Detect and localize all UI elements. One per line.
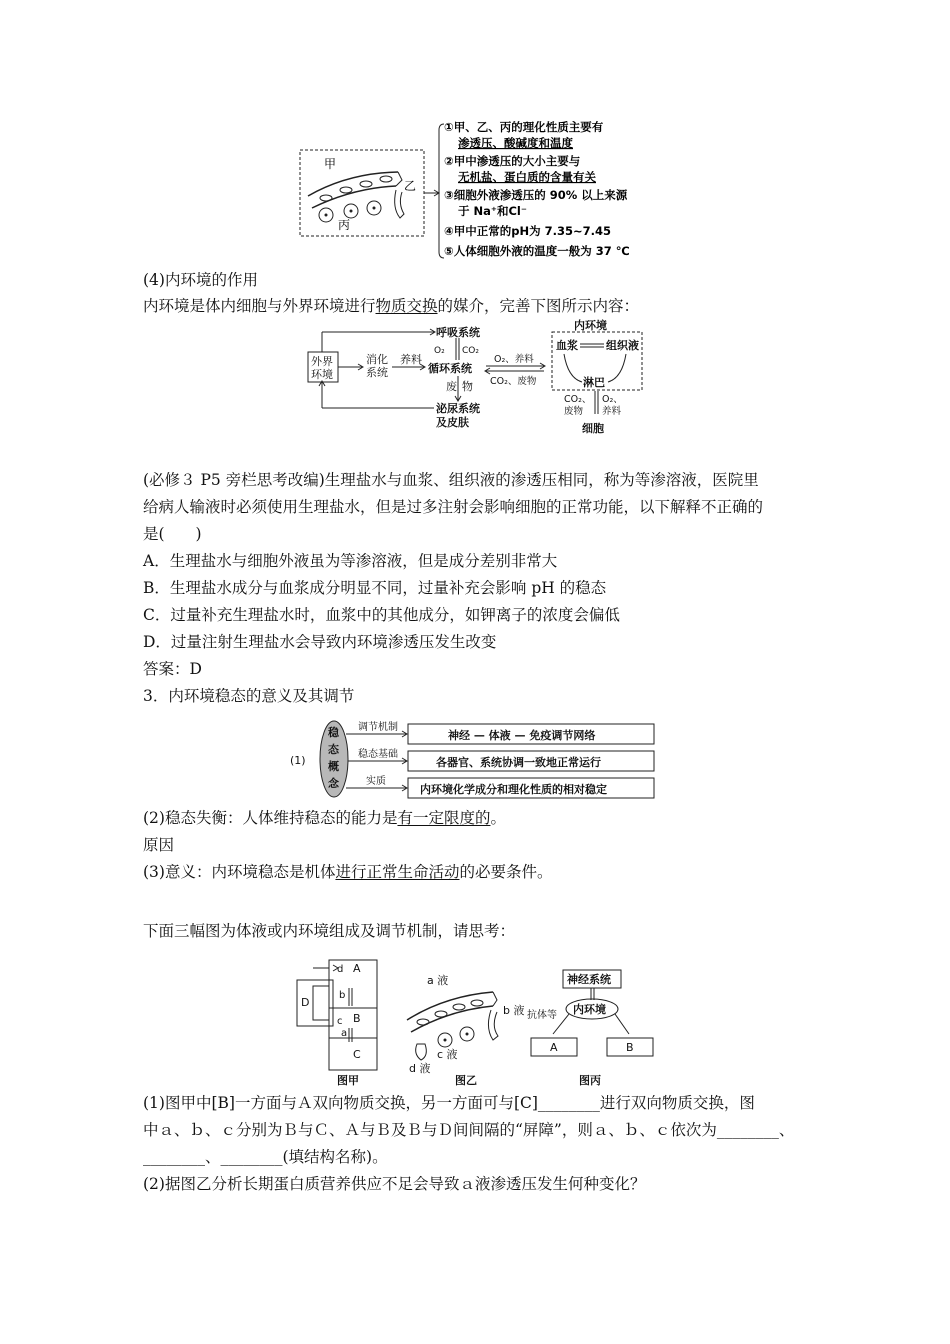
co2-waste: CO₂、废物: [490, 376, 537, 387]
antibody-label: 抗体等: [527, 1010, 557, 1021]
nutr-cell: 养料: [602, 406, 622, 417]
option-d: D．过量注射生理盐水会导致内环境渗透压发生改变: [143, 633, 497, 651]
label-essence: 实质: [366, 776, 386, 787]
nutrients: 养料: [400, 353, 422, 366]
box-a: A: [550, 1041, 558, 1054]
q2: (2)据图乙分析长期蛋白质营养供应不足会导致ａ液渗透压发生何种变化？: [143, 1175, 646, 1193]
co2-cell: CO₂、: [564, 394, 592, 405]
a-liquid: a 液: [427, 974, 449, 987]
b-liquid: b 液: [503, 1004, 525, 1017]
q1-line-1: (1)图甲中[B]一方面与Ａ双向物质交换，另一方面可与[C]________进行双向物质交换，图: [143, 1094, 755, 1112]
point-1a: ①甲、乙、丙的理化性质主要有: [444, 120, 604, 134]
cause: 原因: [143, 836, 175, 854]
figure-material-exchange: [306, 318, 646, 438]
diagram-yi: [407, 973, 524, 1087]
q1-line-2: 中ａ、ｂ、ｃ分别为Ｂ与Ｃ、Ａ与Ｂ及Ｂ与Ｄ间间隔的“屏障”，则ａ、ｂ、ｃ依次为________、: [143, 1121, 795, 1139]
plasma: 血浆: [556, 339, 578, 352]
point-3b: 于 Na⁺和Cl⁻: [458, 204, 527, 218]
box-b: B: [626, 1041, 634, 1054]
digest-2: 系统: [366, 366, 388, 379]
section4-title: (4)内环境的作用: [143, 271, 258, 289]
respiratory-system: 呼吸系统: [436, 326, 480, 339]
section3-title: 3．内环境稳态的意义及其调节: [143, 687, 355, 705]
label-basis: 稳态基础: [358, 749, 398, 760]
urinary-1: 泌尿系统: [436, 402, 480, 415]
box-mechanism: 神经 — 体液 — 免疫调节网络: [448, 729, 596, 742]
point-1b: 渗透压、酸碱度和温度: [458, 136, 573, 150]
nervous-system: 神经系统: [567, 973, 611, 986]
oval-char-2: 态: [328, 743, 339, 756]
oval-char-3: 概: [328, 760, 339, 773]
label-jia: 甲: [324, 157, 337, 171]
label-B: B: [353, 1012, 361, 1025]
label-d: d: [337, 964, 344, 975]
answer: 答案：D: [143, 660, 202, 678]
caption-jia: 图甲: [337, 1074, 359, 1087]
oval-char-4: 念: [328, 777, 339, 790]
oval-char-1: 稳: [328, 726, 339, 739]
label-D: D: [301, 996, 310, 1009]
o2-cell: O₂、: [602, 394, 623, 405]
waste-cell: 废物: [564, 406, 584, 417]
figure-internal-environment-properties: [298, 118, 658, 262]
circulatory-system: 循环系统: [428, 362, 472, 375]
cell-label: 细胞: [582, 422, 604, 435]
think-intro: 下面三幅图为体液或内环境组成及调节机制，请思考：: [143, 922, 516, 940]
label-c: c: [337, 1016, 343, 1027]
diagram-bing: [527, 970, 653, 1087]
outer-env-1: 外界: [311, 355, 333, 368]
point-5a: ⑤人体细胞外液的温度一般为 37 ℃: [444, 244, 630, 258]
waste-2: 物: [462, 380, 473, 393]
question-line-3: 是( ): [143, 525, 202, 543]
q1-line-3: ________、________(填结构名称)。: [143, 1148, 388, 1166]
question-line-1: (必修３ P5 旁栏思考改编)生理盐水与血浆、组织液的渗透压相同，称为等渗溶液，医院里: [143, 471, 759, 489]
lymph: 淋巴: [583, 376, 605, 389]
urinary-2: 及皮肤: [436, 416, 469, 429]
point-2b: 无机盐、蛋白质的含量有关: [458, 170, 596, 184]
box-basis: 各器官、系统协调一致地正常运行: [436, 756, 601, 769]
inner-env-node: 内环境: [573, 1003, 606, 1016]
question-line-2: 给病人输液时必须使用生理盐水，但是过多注射会影响细胞的正常功能，以下解释不正确的: [143, 498, 764, 516]
figure-homeostasis-concept: [288, 718, 660, 802]
imbalance: (2)稳态失衡：人体维持稳态的能力是有一定限度的。: [143, 809, 506, 827]
waste-1: 废: [446, 380, 457, 393]
caption-bing: 图丙: [579, 1074, 601, 1087]
label-yi: 乙: [404, 179, 417, 193]
box-essence: 内环境化学成分和理化性质的相对稳定: [420, 783, 607, 796]
label-b: b: [339, 990, 346, 1001]
label-a: a: [341, 1028, 348, 1039]
label-mechanism: 调节机制: [358, 722, 398, 733]
outer-env-2: 环境: [311, 368, 333, 381]
label-bing: 丙: [338, 218, 351, 232]
figure-three-diagrams: [295, 958, 665, 1088]
option-b: B．生理盐水成分与血浆成分明显不同，过量补充会影响 pH 的稳态: [143, 579, 607, 597]
d-liquid: d 液: [409, 1062, 431, 1075]
point-3a: ③细胞外液渗透压的 90% 以上来源: [444, 188, 628, 202]
section4-intro: 内环境是体内细胞与外界环境进行物质交换的媒介，完善下图所示内容：: [143, 297, 640, 315]
c-liquid: c 液: [437, 1048, 458, 1061]
fig3-num: (1): [290, 754, 306, 767]
o2-nutrients: O₂、养料: [494, 354, 534, 365]
label-C: C: [353, 1048, 361, 1061]
point-2a: ②甲中渗透压的大小主要与: [444, 154, 581, 168]
meaning: (3)意义：内环境稳态是机体进行正常生命活动的必要条件。: [143, 863, 553, 881]
co2-label: CO₂: [462, 346, 479, 356]
inner-env: 内环境: [574, 319, 607, 332]
option-a: A．生理盐水与细胞外液虽为等渗溶液，但是成分差别非常大: [143, 552, 558, 570]
diagram-jia: [297, 960, 377, 1087]
label-A: A: [353, 962, 361, 975]
digest-1: 消化: [366, 353, 388, 366]
tissue-fluid: 组织液: [606, 339, 639, 352]
o2-label: O₂: [434, 346, 445, 356]
point-4a: ④甲中正常的pH为 7.35~7.45: [444, 224, 611, 238]
caption-yi: 图乙: [455, 1074, 477, 1087]
option-c: C．过量补充生理盐水时，血浆中的其他成分，如钾离子的浓度会偏低: [143, 606, 620, 624]
